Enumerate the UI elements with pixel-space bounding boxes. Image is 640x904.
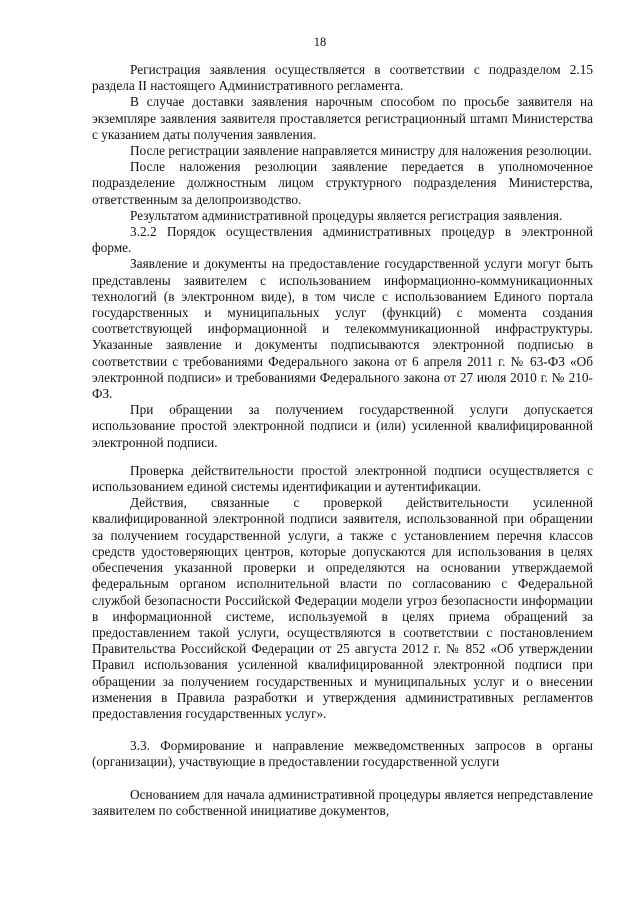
paragraph-resolution: После регистрации заявление направляется министру для наложения резолюции.: [130, 143, 592, 159]
paragraph-result: Результатом административной процедуры является регистрация заявления.: [130, 207, 563, 223]
paragraph-subsection-3-2-2: 3.2.2 Порядок осуществления административных процедур в электронной форме.: [92, 224, 593, 256]
section-heading-3-3: 3.3. Формирование и направление межведомственных запросов в органы (организации), участвующие в предоставлении государственной услуги: [92, 738, 593, 770]
paragraph-electronic-submission: Заявление и документы на предоставление государственной услуги могут быть представлены заявителем с использованием информационно-коммуникационных технологий (в электронном виде), в том числе с использованием Единого портала государственных и муниципальных услуг (функций) с момента создания соответствующей информационной и телекоммуникационной инфраструктуры. Указанные заявление и документы подписываются электронной подписью в соответствии с требованиями Федерального закона от 6 апреля 2011 г. № 63-ФЗ «Об электронной подписи» и требованиями Федерального закона от 27 июля 2010 г. № 210-ФЗ.: [92, 256, 593, 402]
paragraph-signature-types: При обращении за получением государственной услуги допускается использование простой электронной подписи и (или) усиленной квалифицированной электронной подписи.: [92, 402, 593, 450]
paragraph-courier-delivery: В случае доставки заявления нарочным способом по просьбе заявителя на экземпляре заявления заявителя проставляется регистрационный штамп Министерства с указанием даты получения заявления.: [92, 94, 593, 142]
page-number: 18: [313, 35, 327, 49]
paragraph-qualified-signature-check: Действия, связанные с проверкой действительности усиленной квалифицированной электронной подписи заявителя, использованной при обращении за получением государственной услуги, а также с установлением перечня классов средств удостоверяющих центров, которые допускаются для использования в целях обеспечения указанной проверки и определяются на основании утверждаемой федеральным органом исполнительной власти по согласованию с Федеральной службой безопасности Российской Федерации модели угроз безопасности информации в информационной системе, используемой в целях приема обращений за предоставлением такой услуги, осуществляются в соответствии с постановлением Правительства Российской Федерации от 25 августа 2012 г. № 852 «Об утверждении Правил использования усиленной квалифицированной электронной подписи при обращении за получением государственных и муниципальных услуг и о внесении изменения в Правила разработки и утверждения административных регламентов предоставления государственных услуг».: [92, 495, 593, 721]
paragraph-simple-signature-check: Проверка действительности простой электронной подписи осуществляется с использованием единой системы идентификации и аутентификации.: [92, 462, 593, 495]
document-body: [92, 62, 593, 819]
paragraph-grounds: Основанием для начала административной процедуры является непредставление заявителем по собственной инициативе документов,: [92, 786, 593, 818]
paragraph-registration: Регистрация заявления осуществляется в соответствии с подразделом 2.15 раздела II настоящего Административного регламента.: [92, 62, 593, 94]
paragraph-transfer: После наложения резолюции заявление передается в уполномоченное подразделение должностным лицом структурного подразделения Министерства, ответственным за делопроизводство.: [92, 159, 593, 207]
